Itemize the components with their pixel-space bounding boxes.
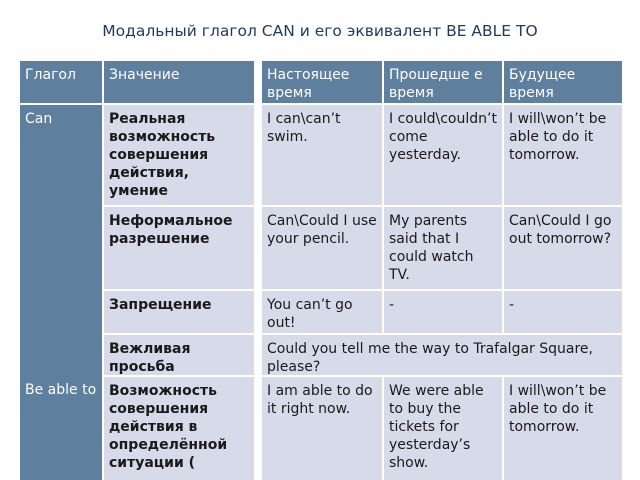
meaning-request: Вежливая просьба (104, 335, 254, 375)
verb-spacer (20, 360, 102, 376)
present-prohibition: You can’t go out! (262, 291, 382, 333)
past-be-able: We were able to buy the tickets for yesterday’s show. (384, 377, 502, 480)
present-ability: I can\can’t swim. (262, 105, 382, 205)
meaning-prohibition: Запрещение (104, 291, 254, 333)
header-verb: Глагол (20, 61, 102, 103)
request-example: Could you tell me the way to Trafalgar Square, please? (262, 335, 622, 375)
meaning-permission: Неформальное разрешение (104, 207, 254, 289)
past-ability: I could\couldn’t come yesterday. (384, 105, 502, 205)
verb-can: Can (20, 105, 102, 360)
past-prohibition: - (384, 291, 502, 333)
meaning-ability: Реальная возможность совершения действия, умение (104, 105, 254, 205)
page-title: Модальный глагол CAN и его эквивалент BE ABLE TO (102, 22, 538, 40)
future-ability: I will\won’t be able to do it tomorrow. (504, 105, 622, 205)
past-permission: My parents said that I could watch TV. (384, 207, 502, 289)
future-permission: Can\Could I go out tomorrow? (504, 207, 622, 289)
future-prohibition: - (504, 291, 622, 333)
header-present: Настоящее время (262, 61, 382, 103)
verb-be-able-to: Be able to (20, 376, 102, 480)
meaning-be-able: Возможность совершения действия в определённой ситуации ( (104, 377, 254, 480)
header-past: Прошедше е время (384, 61, 502, 103)
present-permission: Can\Could I use your pencil. (262, 207, 382, 289)
header-meaning: Значение (104, 61, 254, 103)
header-future: Будущее время (504, 61, 622, 103)
future-be-able: I will\won’t be able to do it tomorrow. (504, 377, 622, 480)
present-be-able: I am able to do it right now. (262, 377, 382, 480)
